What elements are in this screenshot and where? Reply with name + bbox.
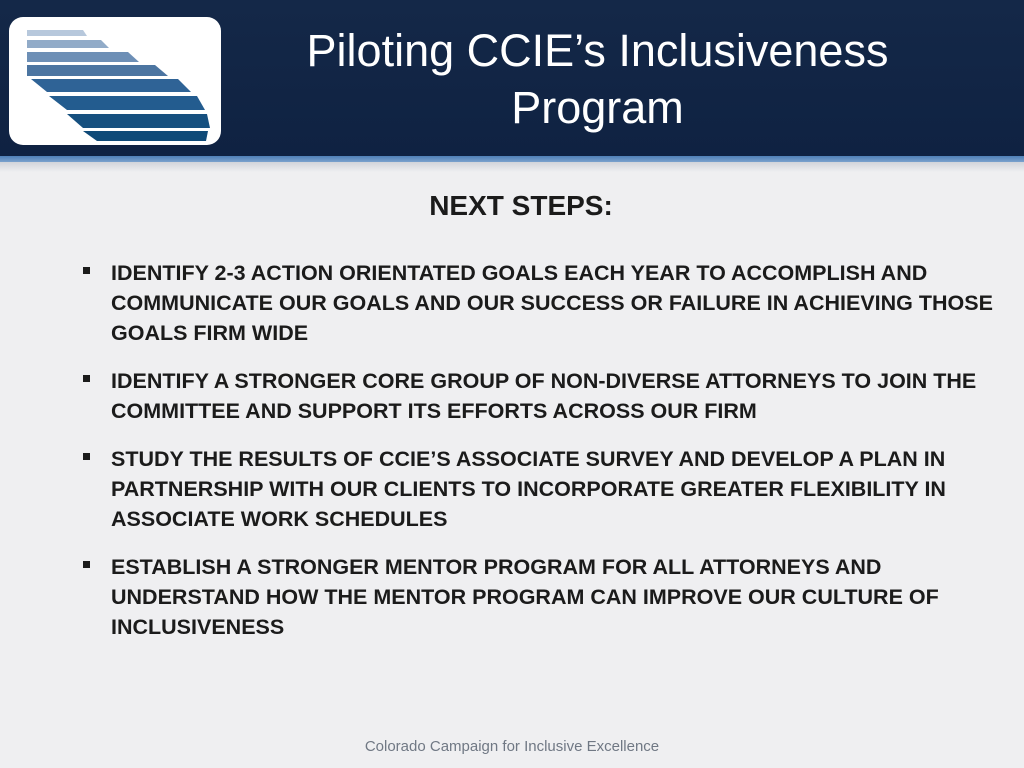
- header-shadow: [0, 162, 1024, 172]
- section-heading: NEXT STEPS:: [429, 190, 613, 221]
- list-item-text: IDENTIFY 2-3 ACTION ORIENTATED GOALS EACH YEAR TO ACCOMPLISH AND COMMUNICATE OUR GOALS AND OUR SUCCESS OR FAILURE IN ACHIEVING THOSE GOALS FIRM WIDE: [111, 261, 993, 345]
- list-item: [80, 444, 1005, 534]
- square-bullet-icon: [83, 375, 90, 382]
- slide-title-line-1: Piloting CCIE’s Inclusiveness: [306, 25, 889, 76]
- slide-title-line-2: Program: [511, 82, 684, 133]
- ccie-logo-graphic: [9, 17, 221, 145]
- list-item-text: ESTABLISH A STRONGER MENTOR PROGRAM FOR ALL ATTORNEYS AND UNDERSTAND HOW THE MENTOR PROGRAM CAN IMPROVE OUR CULTURE OF INCLUSIVENESS: [111, 555, 939, 639]
- slide-title: [230, 22, 965, 136]
- list-item-text: STUDY THE RESULTS OF CCIE’S ASSOCIATE SURVEY AND DEVELOP A PLAN IN PARTNERSHIP WITH OUR CLIENTS TO INCORPORATE GREATER FLEXIBILITY IN ASSOCIATE WORK SCHEDULES: [111, 447, 946, 531]
- list-item: [80, 552, 1005, 642]
- square-bullet-icon: [83, 453, 90, 460]
- footer-text: Colorado Campaign for Inclusive Excellence: [364, 738, 660, 755]
- ccie-logo-icon: [9, 17, 221, 145]
- square-bullet-icon: [83, 561, 90, 568]
- list-item-text: IDENTIFY A STRONGER CORE GROUP OF NON-DIVERSE ATTORNEYS TO JOIN THE COMMITTEE AND SUPPORT ITS EFFORTS ACROSS OUR FIRM: [111, 369, 977, 423]
- square-bullet-icon: [83, 267, 90, 274]
- list-item: [80, 366, 1005, 426]
- next-steps-list: [80, 258, 1005, 660]
- list-item: [80, 258, 1005, 348]
